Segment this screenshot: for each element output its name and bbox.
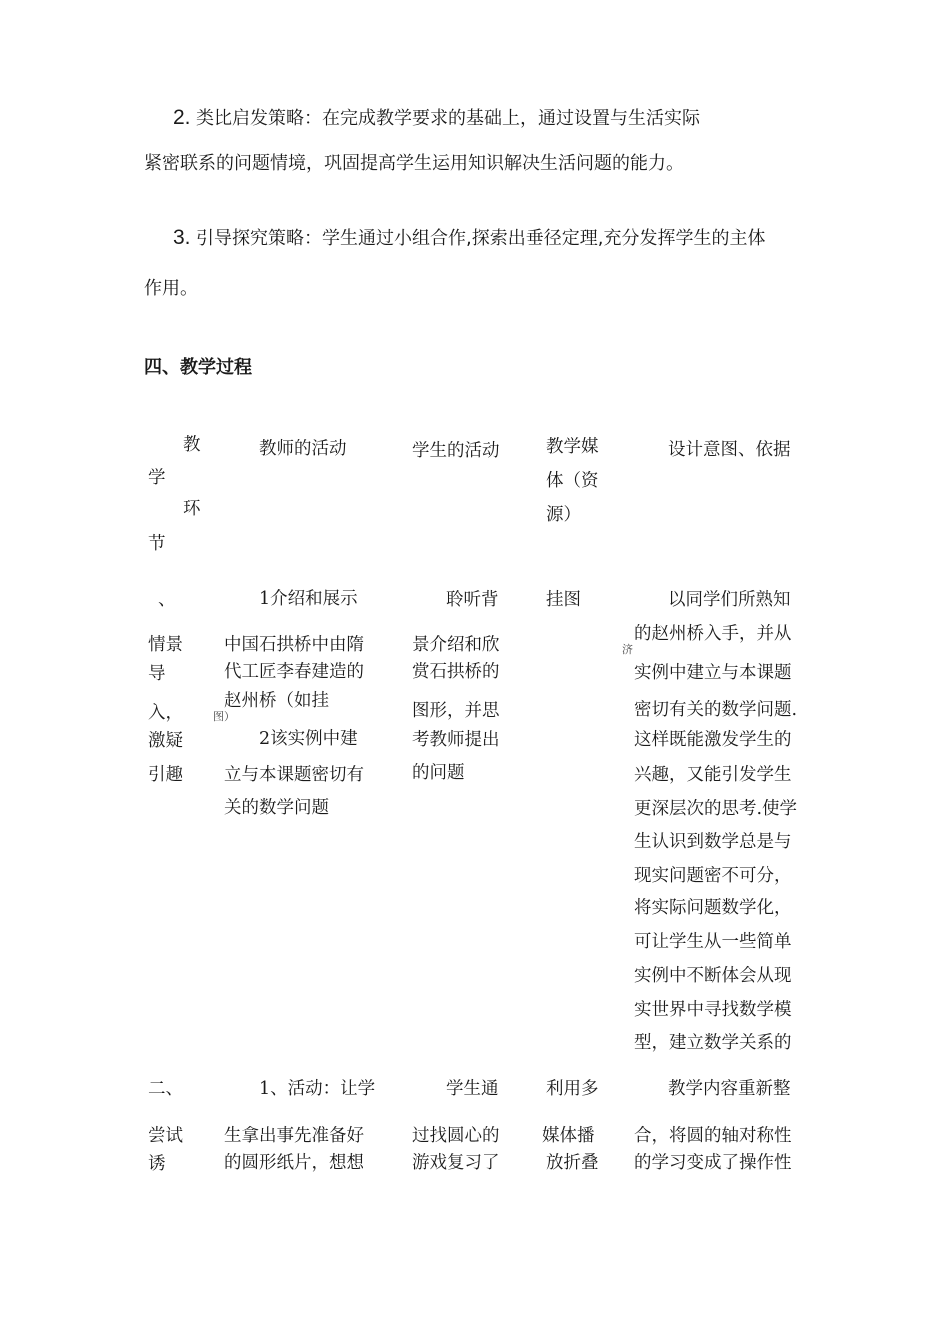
row1-student-line: 景介绍和欣 — [412, 635, 500, 655]
strategy-2-line-1: 类比启发策略：在完成教学要求的基础上，通过设置与生活实际 — [196, 108, 700, 129]
header-stage-char: 环 — [183, 499, 201, 519]
row2-student-line: 过找圆心的 — [412, 1126, 500, 1146]
row2-media-line: 媒体播 — [542, 1126, 595, 1146]
row1-design-line: 的赵州桥入手，并从 — [634, 624, 792, 644]
row1-design-line: 这样既能激发学生的 — [634, 730, 792, 750]
row1-student-line: 的问题 — [412, 763, 465, 783]
row1-student-line: 考教师提出 — [412, 730, 500, 750]
row1-teacher-line: 中国石拱桥中由隋 — [224, 635, 364, 655]
row1-design-line: 更深层次的思考.使学 — [634, 799, 798, 819]
row1-stage-line: 情景 — [148, 635, 183, 655]
row1-design-line: 可让学生从一些简单 — [634, 932, 792, 952]
row2-stage-line: 诱 — [148, 1154, 166, 1174]
header-stage-char: 教 — [183, 435, 201, 455]
row1-teacher-line: 关的数学问题 — [224, 798, 329, 818]
row2-student-line: 学生通 — [446, 1079, 499, 1099]
row2-design-line: 教学内容重新整 — [668, 1079, 791, 1099]
row1-teacher-line: 立与本课题密切有 — [224, 765, 364, 785]
header-design-intent: 设计意图、依据 — [668, 440, 791, 460]
row2-media-line: 利用多 — [546, 1079, 599, 1099]
row2-media-line: 放折叠 — [546, 1153, 599, 1173]
row1-stage-line: 激疑 — [148, 731, 183, 751]
row1-media: 挂图 — [546, 590, 581, 610]
strategy-2-number: 2. — [173, 106, 191, 129]
header-stage-char: 学 — [148, 468, 166, 488]
row1-stage-line: 入， — [148, 703, 183, 723]
row1-teacher-line: 2该实例中建 — [259, 729, 358, 749]
header-teacher-activity: 教师的活动 — [259, 439, 347, 459]
row1-design-line: 现实问题密不可分， — [634, 866, 792, 886]
row2-teacher-line: 的圆形纸片，想想 — [224, 1153, 364, 1173]
row1-design-mark: 济 — [622, 643, 633, 656]
header-media-line: 体（资 — [546, 471, 599, 491]
row1-teacher-line: 赵州桥（如挂 — [224, 691, 329, 711]
row2-stage-line: 尝试 — [148, 1126, 183, 1146]
row2-student-line: 游戏复习了 — [412, 1153, 500, 1173]
row2-stage-line: 二、 — [148, 1079, 183, 1099]
row1-teacher-line: 代工匠李春建造的 — [224, 662, 364, 682]
row2-design-line: 的学习变成了操作性 — [634, 1153, 792, 1173]
row1-design-line: 将实际问题数学化， — [634, 898, 792, 918]
header-media-line: 教学媒 — [546, 437, 599, 457]
row1-student-line: 赏石拱桥的 — [412, 662, 500, 682]
strategy-3-line-1: 引导探究策略：学生通过小组合作,探索出垂径定理,充分发挥学生的主体 — [196, 228, 766, 249]
header-stage-char: 节 — [148, 534, 166, 554]
row1-student-line: 图形，并思 — [412, 701, 500, 721]
strategy-3-number: 3. — [173, 226, 191, 249]
row1-design-line: 型，建立数学关系的 — [634, 1033, 792, 1053]
header-student-activity: 学生的活动 — [412, 441, 500, 461]
strategy-2-line-2: 紧密联系的问题情境，巩固提高学生运用知识解决生活问题的能力。 — [144, 153, 684, 174]
row1-design-line: 以同学们所熟知 — [668, 590, 791, 610]
section-title: 四、教学过程 — [144, 357, 252, 378]
row1-stage-line: 、 — [158, 590, 176, 610]
row1-design-line: 实例中建立与本课题 — [634, 663, 792, 683]
row1-teacher-line: 图） — [213, 710, 235, 723]
strategy-3-line-2: 作用。 — [144, 278, 198, 299]
row2-teacher-line: 生拿出事先准备好 — [224, 1126, 364, 1146]
row1-student-line: 聆听背 — [446, 590, 499, 610]
row1-design-line: 实世界中寻找数学模 — [634, 1000, 792, 1020]
row1-design-line: 实例中不断体会从现 — [634, 966, 792, 986]
row1-stage-line: 引趣 — [148, 765, 183, 785]
row1-design-line: 生认识到数学总是与 — [634, 832, 792, 852]
row1-design-line: 密切有关的数学问题. — [634, 700, 798, 720]
row2-design-line: 合，将圆的轴对称性 — [634, 1126, 792, 1146]
row2-teacher-line: 1、活动：让学 — [259, 1079, 376, 1099]
row1-stage-line: 导 — [148, 664, 166, 684]
header-media-line: 源） — [546, 505, 581, 525]
row1-teacher-line: 1介绍和展示 — [259, 589, 358, 609]
row1-design-line: 兴趣，又能引发学生 — [634, 765, 792, 785]
